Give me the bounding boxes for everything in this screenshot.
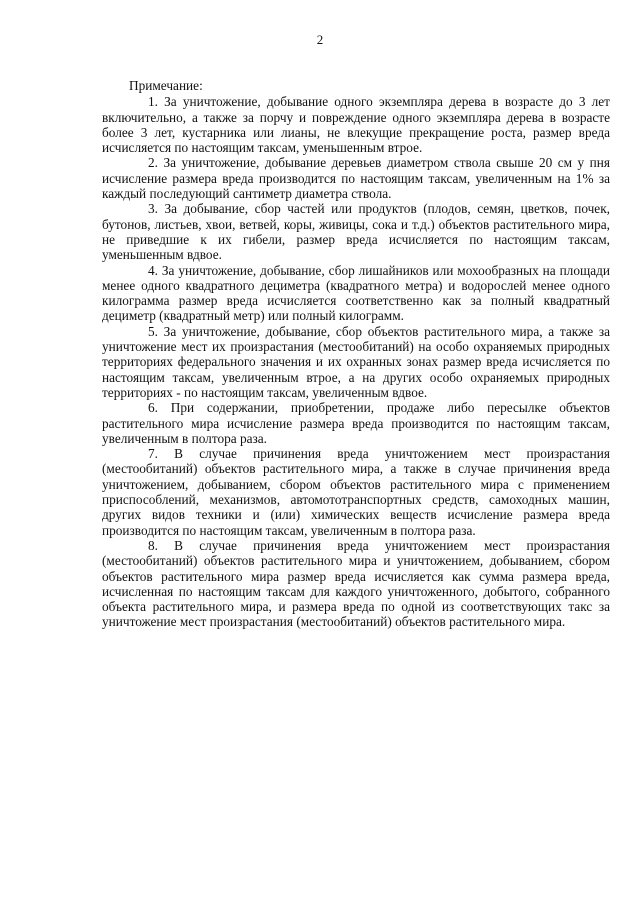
note-paragraph-2: 2. За уничтожение, добывание деревьев диаметром ствола свыше 20 см у пня исчисление размера вреда производится по настоящим таксам, увеличенным на 1% за каждый последующий сантиметр диаметра ствола. (102, 155, 610, 202)
note-paragraph-1: 1. За уничтожение, добывание одного экземпляра дерева в возрасте до 3 лет включительно, а также за порчу и повреждение одного экземпляра дерева в возрасте более 3 лет, кустарника или лианы, не влекущие прекращение роста, размер вреда исчисляется по настоящим таксам, уменьшенным втрое. (102, 94, 610, 156)
note-paragraph-6: 6. При содержании, приобретении, продаже либо пересылке объектов растительного мира исчисление размера вреда производится по настоящим таксам, увеличенным в полтора раза. (102, 400, 610, 446)
note-paragraph-7: 7. В случае причинения вреда уничтожением мест произрастания (местообитаний) объектов растительного мира, а также в случае причинения вреда уничтожением, добыванием, сбором объектов растительного мира с применением приспособлений, механизмов, автомототранспортных средств, самоходных машин, других видов техники и (или) химических веществ исчисление размера вреда производится по настоящим таксам, увеличенным в полтора раза. (102, 446, 610, 538)
note-paragraph-8: 8. В случае причинения вреда уничтожением мест произрастания (местообитаний) объектов растительного мира и уничтожением, добыванием, сбором объектов растительного мира размер вреда исчисляется как сумма размера вреда, исчисленная по настоящим таксам для каждого уничтоженного, добытого, собранного объекта растительного мира, и размера вреда по одной из соответствующих такс за уничтожение мест произрастания (местообитаний) объектов растительного мира. (102, 537, 610, 630)
note-paragraph-5: 5. За уничтожение, добывание, сбор объектов растительного мира, а также за уничтожение мест их произрастания (местообитаний) на особо охраняемых природных территориях федерального значения и их охранных зонах размер вреда исчисляется по настоящим таксам, увеличенным втрое, а на других особо охраняемых природных территориях - по настоящим таксам, увеличенным вдвое. (102, 323, 610, 400)
notes-heading: Примечание: (129, 78, 203, 93)
note-paragraph-4: 4. За уничтожение, добывание, сбор лишайников или мохообразных на площади менее одного квадратного дециметра (квадратного метра) и водорослей менее одного килограмма размер вреда исчисляется соответственно как за полный квадратный дециметр (квадратный метр) или полный килограмм. (102, 262, 610, 324)
page-number: 2 (316, 32, 324, 47)
note-paragraph-3: 3. За добывание, сбор частей или продуктов (плодов, семян, цветков, почек, бутонов, листьев, хвои, ветвей, коры, живицы, сока и т.д.) объектов растительного мира, не приведшие к их гибели, размер вреда исчисляется по настоящим таксам, уменьшенным вдвое. (102, 201, 610, 263)
notes-section (102, 78, 610, 630)
